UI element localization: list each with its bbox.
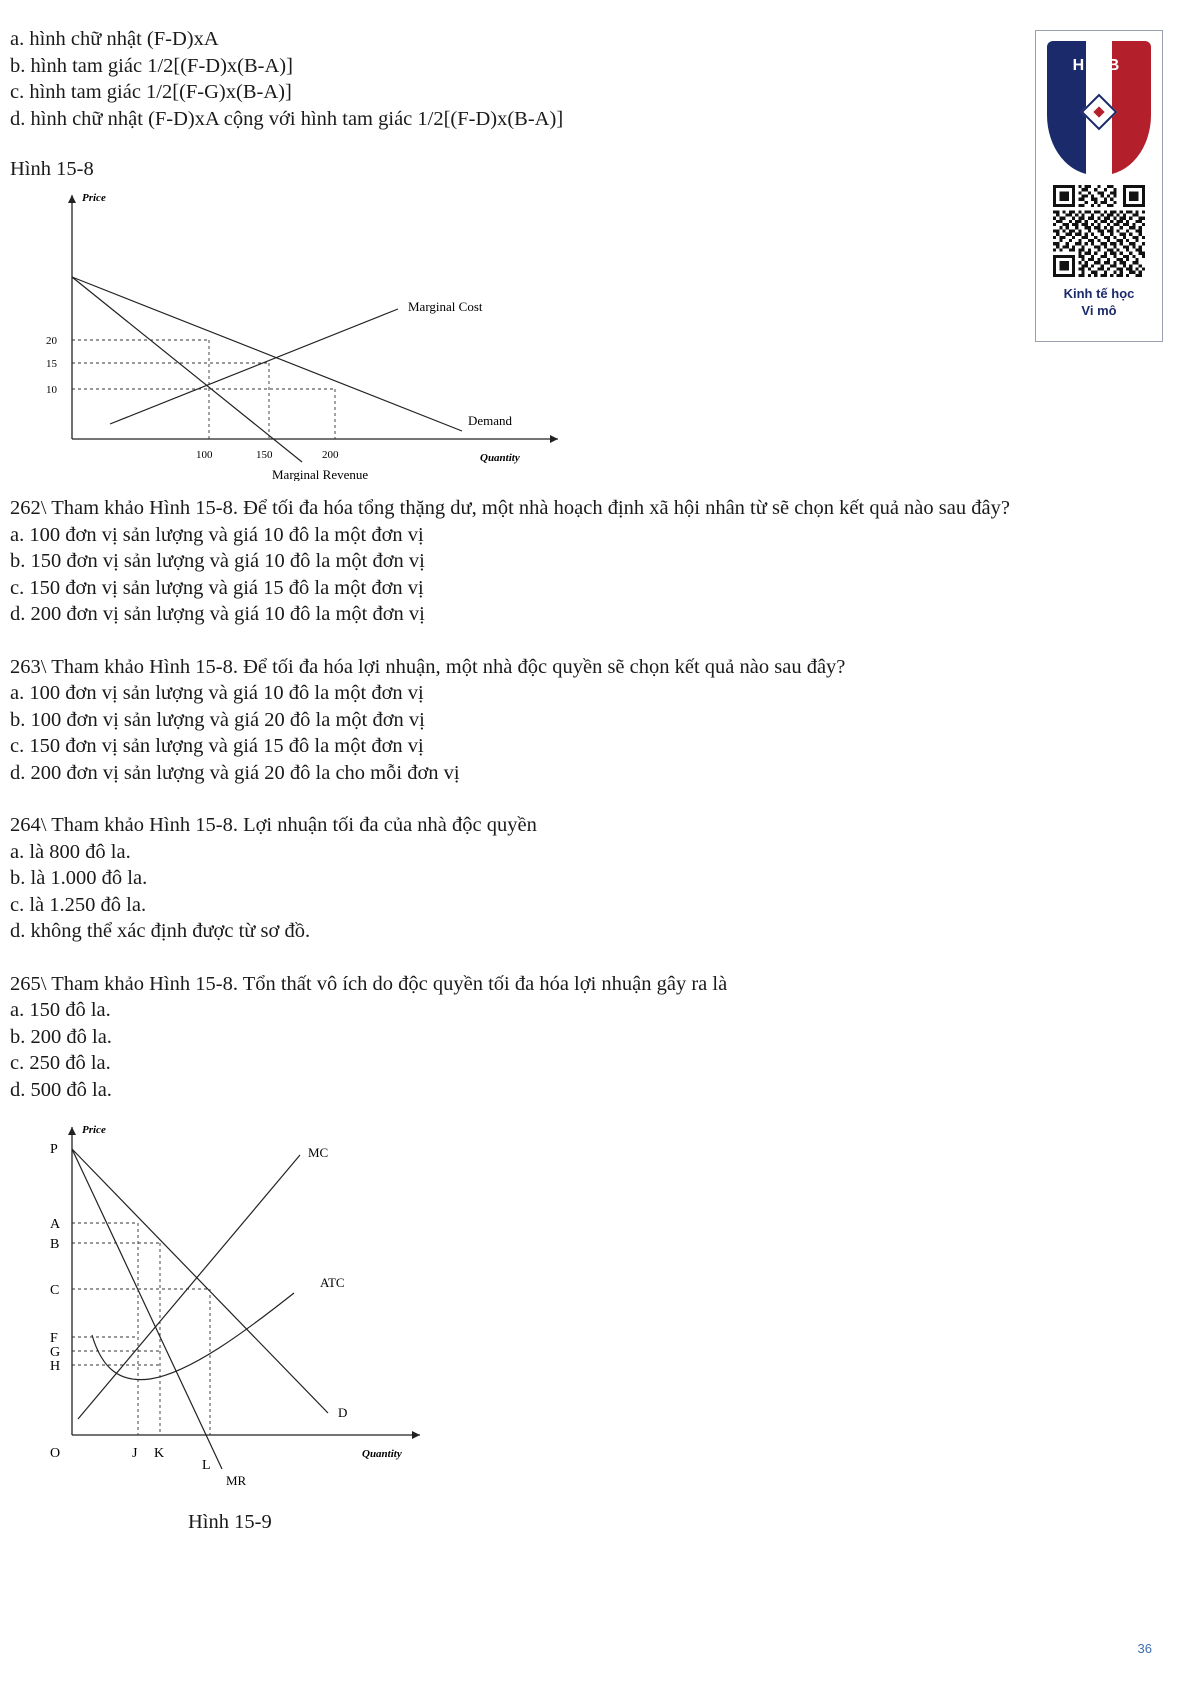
svg-text:C: C	[50, 1283, 60, 1298]
answer-option: d. không thể xác định được từ sơ đồ.	[10, 920, 311, 942]
logo-caption-line1: Kinh tế học	[1063, 286, 1135, 301]
svg-text:A: A	[50, 1217, 61, 1232]
svg-text:20: 20	[46, 335, 57, 347]
hub-shield-icon	[1036, 41, 1162, 181]
answer-option: c. 150 đơn vị sản lượng và giá 15 đô la một đơn vị	[10, 735, 424, 757]
svg-text:K: K	[154, 1446, 165, 1461]
question-stem: 263\ Tham khảo Hình 15-8. Để tối đa hóa lợi nhuận, một nhà độc quyền sẽ chọn kết quả nào sau đây?	[10, 655, 846, 678]
answer-option: a. 150 đô la.	[10, 999, 111, 1021]
svg-text:Quantity: Quantity	[362, 1448, 402, 1460]
logo-caption-line2: Vi mô	[1081, 303, 1117, 318]
page-number: 36	[1137, 1641, 1152, 1656]
answer-option: c. 150 đơn vị sản lượng và giá 15 đô la một đơn vị	[10, 576, 424, 599]
svg-text:MC: MC	[308, 1145, 329, 1160]
answer-option: d. hình chữ nhật (F-D)xA cộng với hình tam giác 1/2[(F-D)x(B-A)]	[10, 107, 564, 130]
svg-text:H: H	[50, 1359, 61, 1374]
question-stem: 262\ Tham khảo Hình 15-8. Để tối đa hóa tổng thặng dư, một nhà hoạch định xã hội nhân từ sẽ chọn kết quả nào sau đây?	[10, 497, 1010, 519]
answer-option: b. 100 đơn vị sản lượng và giá 20 đô la một đơn vị	[10, 708, 425, 731]
svg-text:L: L	[202, 1458, 211, 1473]
question-stem: 265\ Tham khảo Hình 15-8. Tổn thất vô ích do độc quyền tối đa hóa lợi nhuận gây ra là	[10, 972, 728, 995]
svg-text:Price: Price	[82, 1124, 106, 1136]
svg-text:10: 10	[46, 384, 57, 396]
svg-text:Price: Price	[82, 192, 106, 204]
answer-option: c. là 1.250 đô la.	[10, 893, 147, 916]
answer-option: b. 150 đơn vị sản lượng và giá 10 đô la một đơn vị	[10, 550, 425, 572]
svg-text:O: O	[50, 1446, 61, 1461]
svg-text:15: 15	[46, 358, 57, 370]
qr-code-icon	[1053, 185, 1145, 277]
figure-15-9-caption: Hình 15-9	[188, 1511, 272, 1533]
answer-option: c. hình tam giác 1/2[(F-G)x(B-A)]	[10, 81, 292, 103]
svg-text:P: P	[50, 1142, 58, 1157]
svg-text:B: B	[50, 1237, 60, 1252]
svg-text:Marginal Revenue: Marginal Revenue	[272, 467, 369, 481]
answer-option: a. 100 đơn vị sản lượng và giá 10 đô la một đơn vị	[10, 523, 424, 546]
answer-option: d. 200 đơn vị sản lượng và giá 10 đô la một đơn vị	[10, 603, 425, 625]
answer-option: a. là 800 đô la.	[10, 840, 131, 863]
figure-15-8-caption: Hình 15-8	[10, 158, 94, 180]
svg-text:150: 150	[256, 449, 273, 461]
answer-option: d. 200 đơn vị sản lượng và giá 20 đô la cho mỗi đơn vị	[10, 761, 460, 784]
hub-logo-card	[1035, 30, 1163, 342]
svg-text:200: 200	[322, 449, 339, 461]
figure-15-9	[10, 1117, 1050, 1534]
answer-option: c. 250 đô la.	[10, 1052, 111, 1074]
answer-option: b. hình tam giác 1/2[(F-D)x(B-A)]	[10, 54, 293, 77]
svg-text:F: F	[50, 1331, 58, 1346]
svg-text:Marginal Cost: Marginal Cost	[408, 299, 483, 314]
document-body	[10, 26, 1050, 1534]
answer-option: b. là 1.000 đô la.	[10, 867, 148, 889]
answer-option: d. 500 đô la.	[10, 1078, 112, 1101]
svg-text:J: J	[132, 1446, 138, 1461]
answer-option: a. hình chữ nhật (F-D)xA	[10, 28, 219, 50]
svg-text:MR: MR	[226, 1473, 247, 1488]
hub-year: 1976	[1088, 148, 1110, 157]
question-stem: 264\ Tham khảo Hình 15-8. Lợi nhuận tối đa của nhà độc quyền	[10, 814, 537, 836]
svg-text:ATC: ATC	[320, 1275, 345, 1290]
svg-text:G: G	[50, 1345, 61, 1360]
answer-option: b. 200 đô la.	[10, 1025, 112, 1048]
svg-text:100: 100	[196, 449, 213, 461]
svg-text:D: D	[338, 1405, 348, 1420]
svg-text:Demand: Demand	[468, 413, 513, 428]
figure-15-8	[10, 181, 1050, 481]
svg-text:Quantity: Quantity	[480, 452, 520, 464]
answer-option: a. 100 đơn vị sản lượng và giá 10 đô la một đơn vị	[10, 682, 424, 704]
hub-letters: HUB	[1072, 57, 1126, 74]
